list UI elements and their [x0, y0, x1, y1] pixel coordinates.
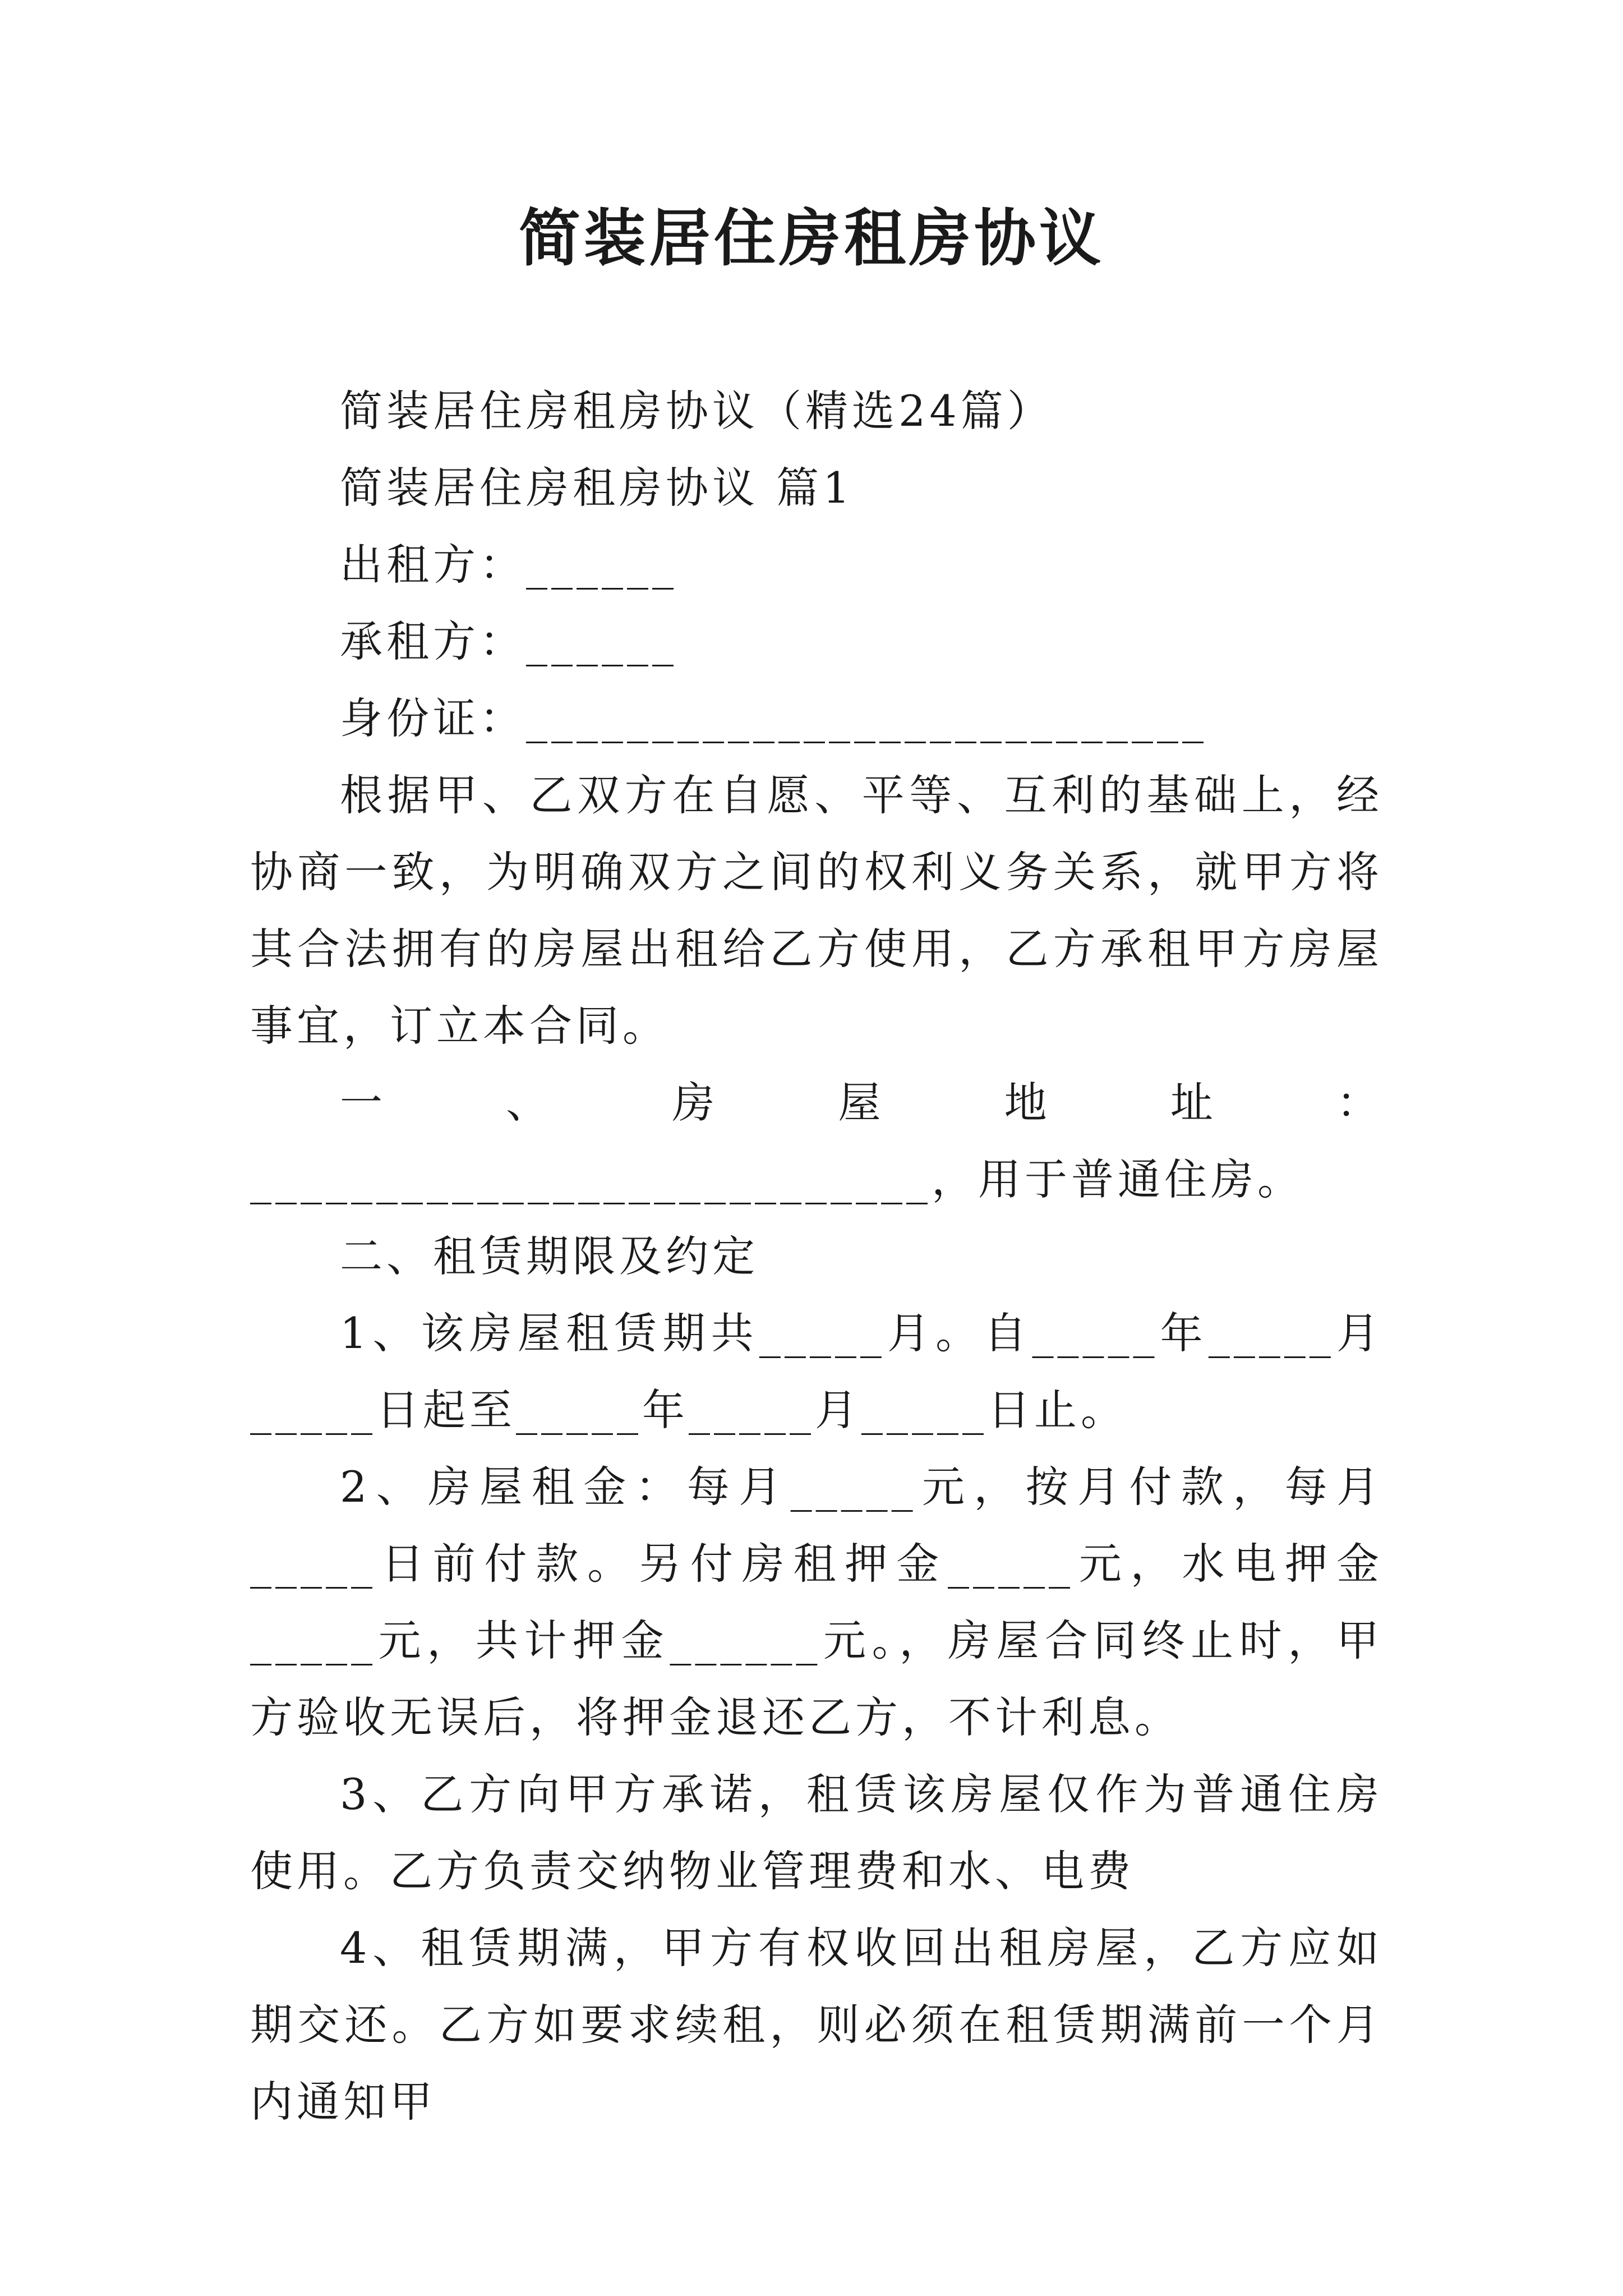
paragraph-clause-2: 2、房屋租金：每月_____元，按月付款，每月_____日前付款。另付房租押金_____元，水电押金_____元，共计押金______元。，房屋合同终止时，甲方验收无误后，将押金退还乙方，不计利息。 [250, 1462, 1383, 1742]
paragraph-house-address: 一、房屋地址：___________________________，用于普通住房。 [250, 1078, 1383, 1204]
paragraph-id-card: 身份证：___________________________ [340, 693, 1207, 743]
paragraph-lessor: 出租方：______ [340, 540, 677, 590]
paragraph-clause-4: 4、租赁期满，甲方有权收回出租房屋，乙方应如期交还。乙方如要求续租，则必须在租赁期满前一个月内通知甲 [250, 1923, 1383, 2127]
document-body [250, 372, 1383, 2140]
paragraph-collection-heading: 简装居住房租房协议（精选24篇） [340, 386, 1054, 436]
paragraph-article-heading: 简装居住房租房协议 篇1 [340, 463, 854, 513]
paragraph-lease-term-heading: 二、租赁期限及约定 [340, 1231, 759, 1281]
paragraph-lessee: 承租方：______ [340, 616, 677, 666]
paragraph-preamble: 根据甲、乙双方在自愿、平等、互利的基础上，经协商一致，为明确双方之间的权利义务关系，就甲方将其合法拥有的房屋出租给乙方使用，乙方承租甲方房屋事宜，订立本合同。 [250, 770, 1383, 1051]
paragraph-clause-1: 1、该房屋租赁期共_____月。自_____年_____月_____日起至_____年_____月_____日止。 [250, 1308, 1383, 1435]
document-title: 简装居住房租房协议 [519, 202, 1104, 274]
paragraph-clause-3: 3、乙方向甲方承诺，租赁该房屋仅作为普通住房使用。乙方负责交纳物业管理费和水、电费 [250, 1769, 1383, 1896]
